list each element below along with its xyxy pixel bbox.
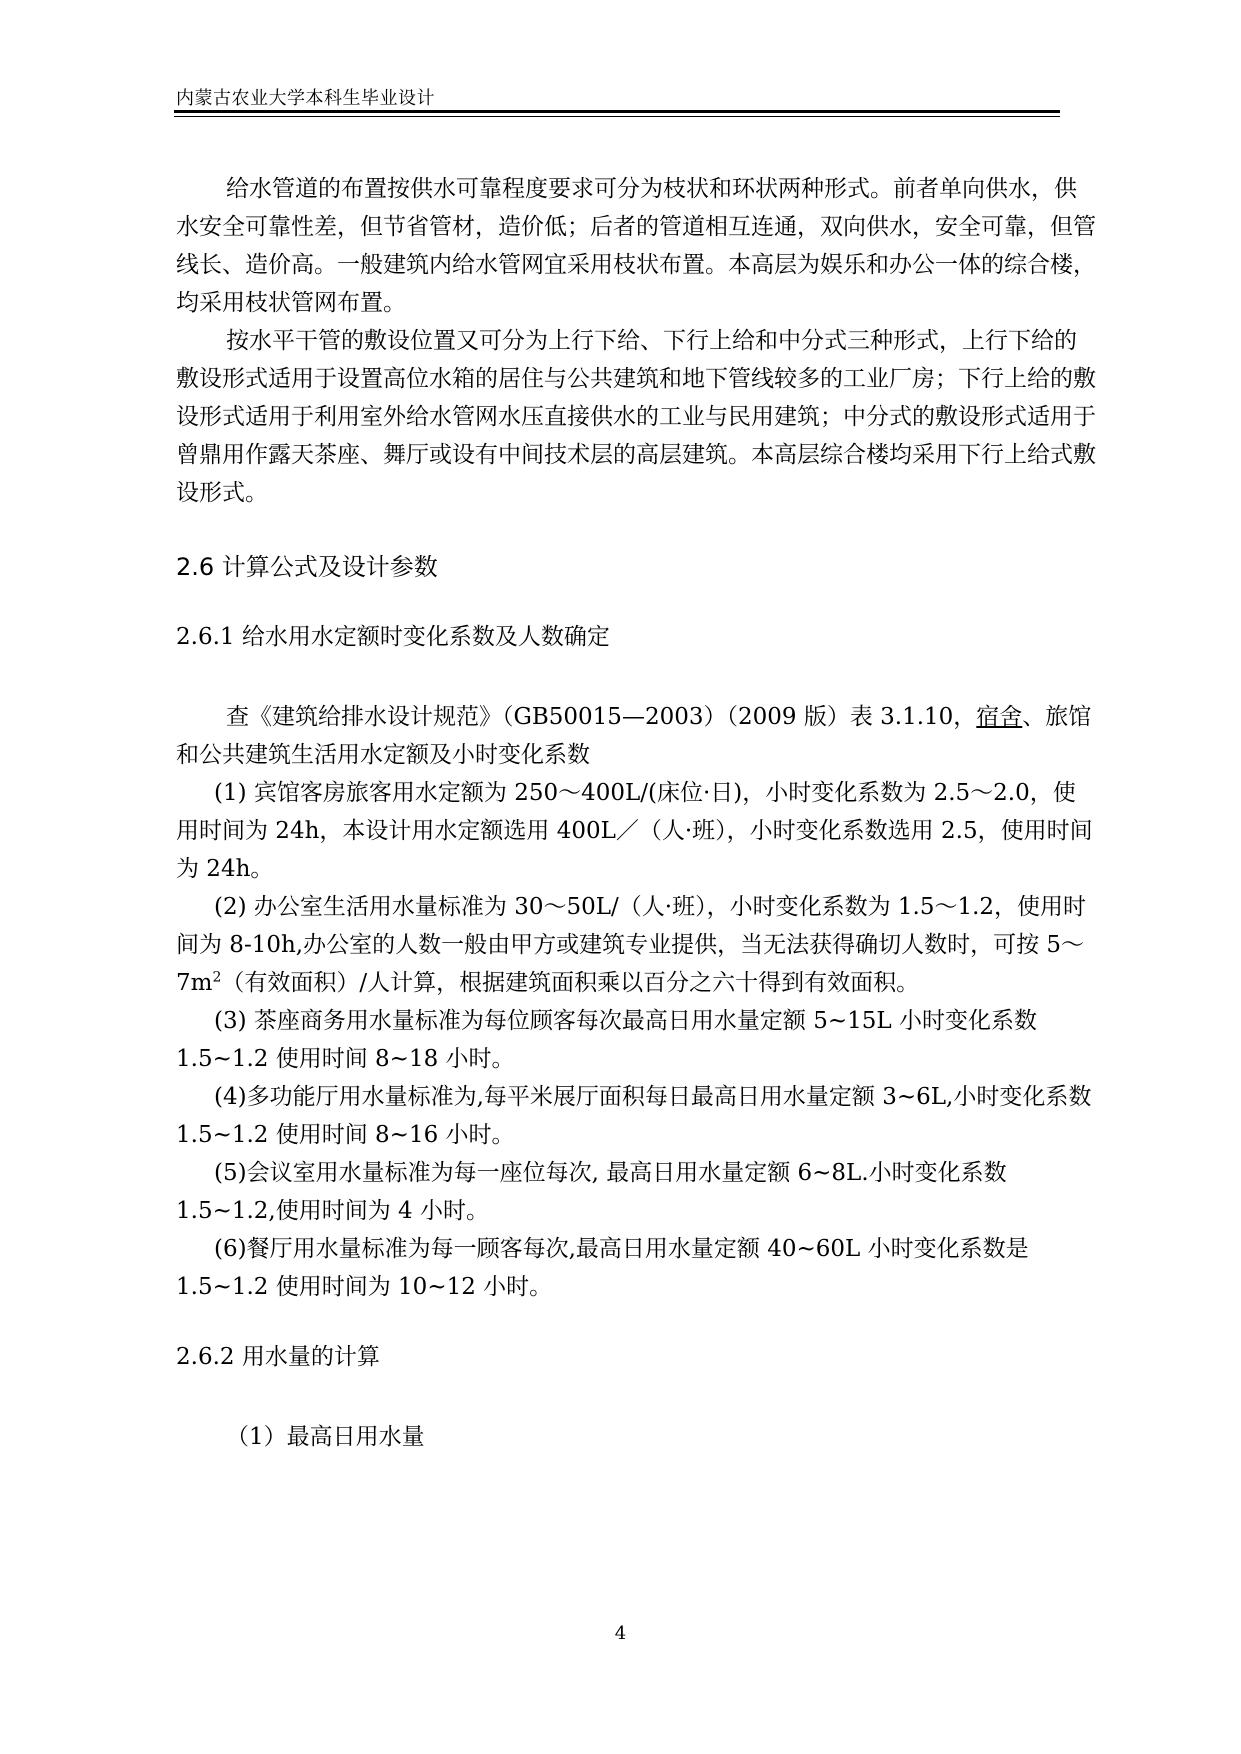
office-text-end: （有效面积）/人计算，根据建筑面积乘以百分之六十得到有效面积。 bbox=[221, 970, 920, 996]
list-item-hotel-rooms: (1) 宾馆客房旅客用水定额为 250～400L/(床位·日)，小时变化系数为 2.5～2.0，使用时间为 24h，本设计用水定额选用 400L／（人·班），小时变化系数选用 2.5，使用时间为 24h。 bbox=[176, 780, 1093, 882]
list-item-restaurant: (6)餐厅用水量标准为每一顾客每次,最高日用水量定额 40~60L 小时变化系数是 1.5~1.2 使用时间为 10~12 小时。 bbox=[176, 1236, 1029, 1300]
page-number: 4 bbox=[614, 1623, 627, 1644]
code-reference-underlined: 宿舍 bbox=[976, 704, 1023, 730]
paragraph-main-pipe-position: 按水平干管的敷设位置又可分为上行下给、下行上给和中分式三种形式，上行下给的敷设形式适用于设置高位水箱的居住与公共建筑和地下管线较多的工业厂房；下行上给的敷设形式适用于利用室外给水管网水压直接供水的工业与民用建筑；中分式的敷设形式适用于曾鼎用作露天茶座、舞厅或设有中间技术层的高层建筑。本高层综合楼均采用下行上给式敷设形式。 bbox=[176, 328, 1096, 506]
list-item-teahouse: (3) 茶座商务用水量标准为每位顾客每次最高日用水量定额 5~15L 小时变化系数 1.5~1.2 使用时间 8~18 小时。 bbox=[176, 1008, 1037, 1072]
superscript-2: 2 bbox=[212, 969, 222, 986]
paragraph-pipe-layout: 给水管道的布置按供水可靠程度要求可分为枝状和环状两种形式。前者单向供水，供水安全可靠性差，但节省管材，造价低；后者的管道相互连通，双向供水，安全可靠，但管线长、造价高。一般建筑内给水管网宜采用枝状布置。本高层为娱乐和办公一体的综合楼，均采用枝状管网布置。 bbox=[176, 176, 1096, 316]
paragraph-code-reference bbox=[176, 698, 1096, 774]
list-item-multifunction-hall: (4)多功能厅用水量标准为,每平米展厅面积每日最高日用水量定额 3~6L,小时变化系数 1.5~1.2 使用时间 8~16 小时。 bbox=[176, 1084, 1092, 1148]
code-reference-text-end: 、旅馆和公共建筑生活用水定额及小时变化系数 bbox=[176, 704, 1092, 768]
header-rule-thin bbox=[174, 116, 1060, 117]
page-content bbox=[176, 170, 1096, 1456]
subsection-heading-2-6-2: 2.6.2 用水量的计算 bbox=[176, 1344, 380, 1370]
list-item-meeting-room: (5)会议室用水量标准为每一座位每次, 最高日用水量定额 6~8L.小时变化系数 1.5~1.2,使用时间为 4 小时。 bbox=[176, 1160, 1007, 1224]
running-header: 内蒙古农业大学本科生毕业设计 bbox=[176, 88, 435, 109]
office-text: (2) 办公室生活用水量标准为 30～50L/（人·班），小时变化系数为 1.5～1.2，使用时间为 8-10h,办公室的人数一般由甲方或建筑专业提供，当无法获得确切人数时，可按 5～7m bbox=[176, 894, 1087, 996]
code-reference-text: 查《建筑给排水设计规范》（GB50015—2003）（2009 版）表 3.1.10， bbox=[226, 704, 977, 730]
header-rule-thick bbox=[174, 110, 1060, 113]
subsection-heading-2-6-1: 2.6.1 给水用水定额时变化系数及人数确定 bbox=[176, 624, 610, 650]
list-item-office bbox=[176, 888, 1096, 1002]
section-heading-2-6: 2.6 计算公式及设计参数 bbox=[176, 553, 438, 581]
calc-item-max-daily: （1）最高日用水量 bbox=[226, 1424, 425, 1450]
